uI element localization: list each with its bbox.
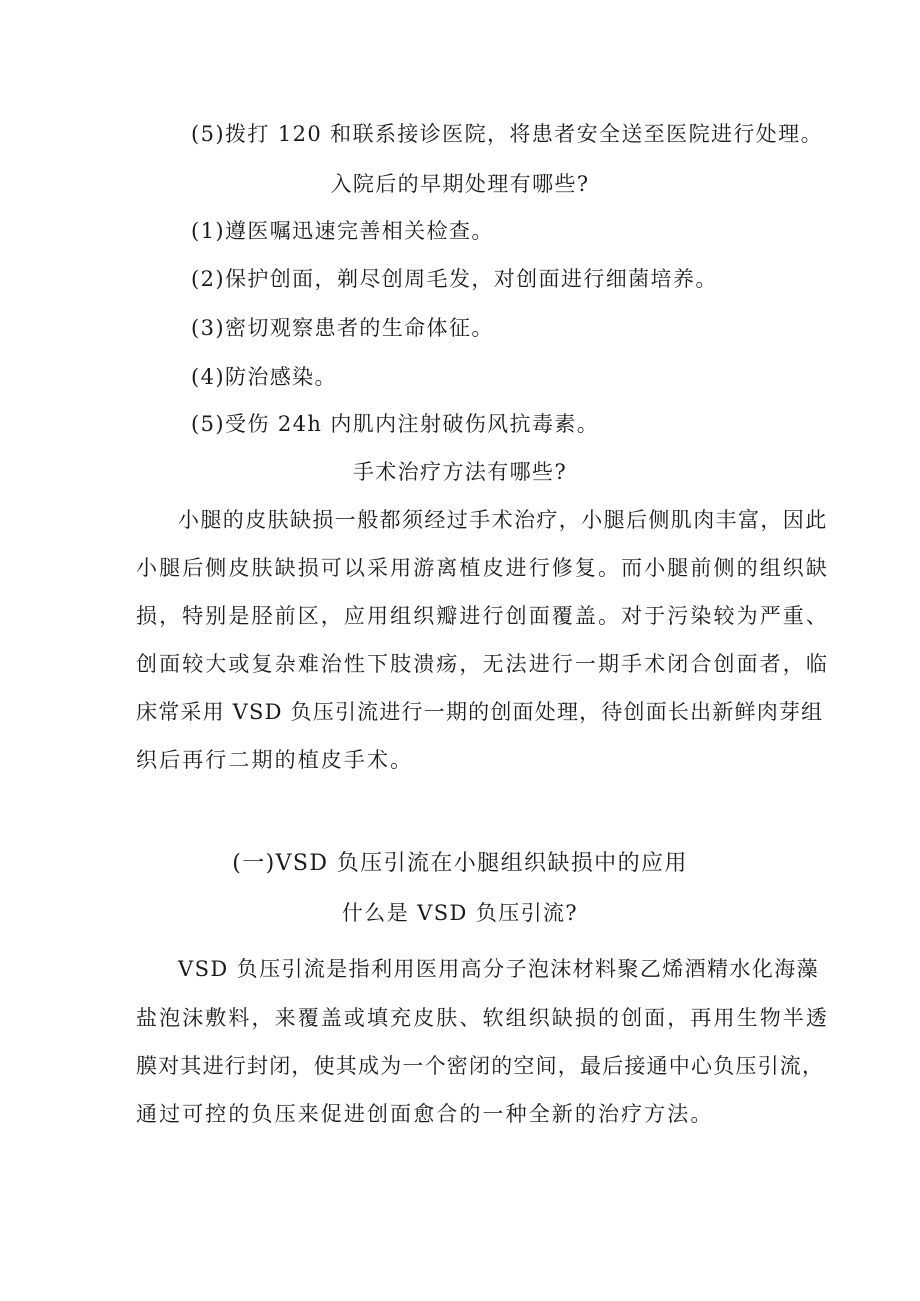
list-item: (2)保护创面，剃尽创周毛发，对创面进行细菌培养。: [191, 267, 718, 291]
paragraph-line: 损，特别是胫前区，应用组织瓣进行创面覆盖。对于污染较为严重、: [136, 604, 829, 628]
paragraph-line: 盐泡沫敷料，来覆盖或填充皮肤、软组织缺损的创面，再用生物半透: [136, 1006, 829, 1030]
paragraph-line: 小腿的皮肤缺损一般都须经过手术治疗，小腿后侧肌肉丰富，因此: [178, 508, 828, 532]
list-item: (5)受伤 24h 内肌内注射破伤风抗毒素。: [191, 412, 600, 436]
paragraph-line: 床常采用 VSD 负压引流进行一期的创面处理，待创面长出新鲜肉芽组: [136, 700, 824, 724]
list-item: (3)密切观察患者的生命体征。: [191, 316, 494, 340]
question-heading: 入院后的早期处理有哪些?: [330, 172, 590, 196]
paragraph-line: 织后再行二期的植皮手术。: [136, 748, 414, 772]
list-item: (1)遵医嘱迅速完善相关检查。: [191, 219, 494, 243]
paragraph-line: 膜对其进行封闭，使其成为一个密闭的空间，最后接通中心负压引流，: [136, 1054, 825, 1078]
list-item: (4)防治感染。: [191, 365, 337, 389]
paragraph-line: 创面较大或复杂难治性下肢溃疡，无法进行一期手术闭合创面者，临: [136, 652, 829, 676]
paragraph-line: 小腿后侧皮肤缺损可以采用游离植皮进行修复。而小腿前侧的组织缺: [136, 556, 829, 580]
section-title: (一)VSD 负压引流在小腿组织缺损中的应用: [232, 851, 688, 876]
question-heading: 什么是 VSD 负压引流?: [341, 901, 579, 925]
paragraph-line: 通过可控的负压来促进创面愈合的一种全新的治疗方法。: [136, 1102, 714, 1126]
paragraph-line: VSD 负压引流是指利用医用高分子泡沫材料聚乙烯酒精水化海藻: [178, 957, 820, 981]
question-heading: 手术治疗方法有哪些?: [352, 460, 568, 484]
list-item: (5)拨打 120 和联系接诊医院，将患者安全送至医院进行处理。: [191, 122, 823, 146]
